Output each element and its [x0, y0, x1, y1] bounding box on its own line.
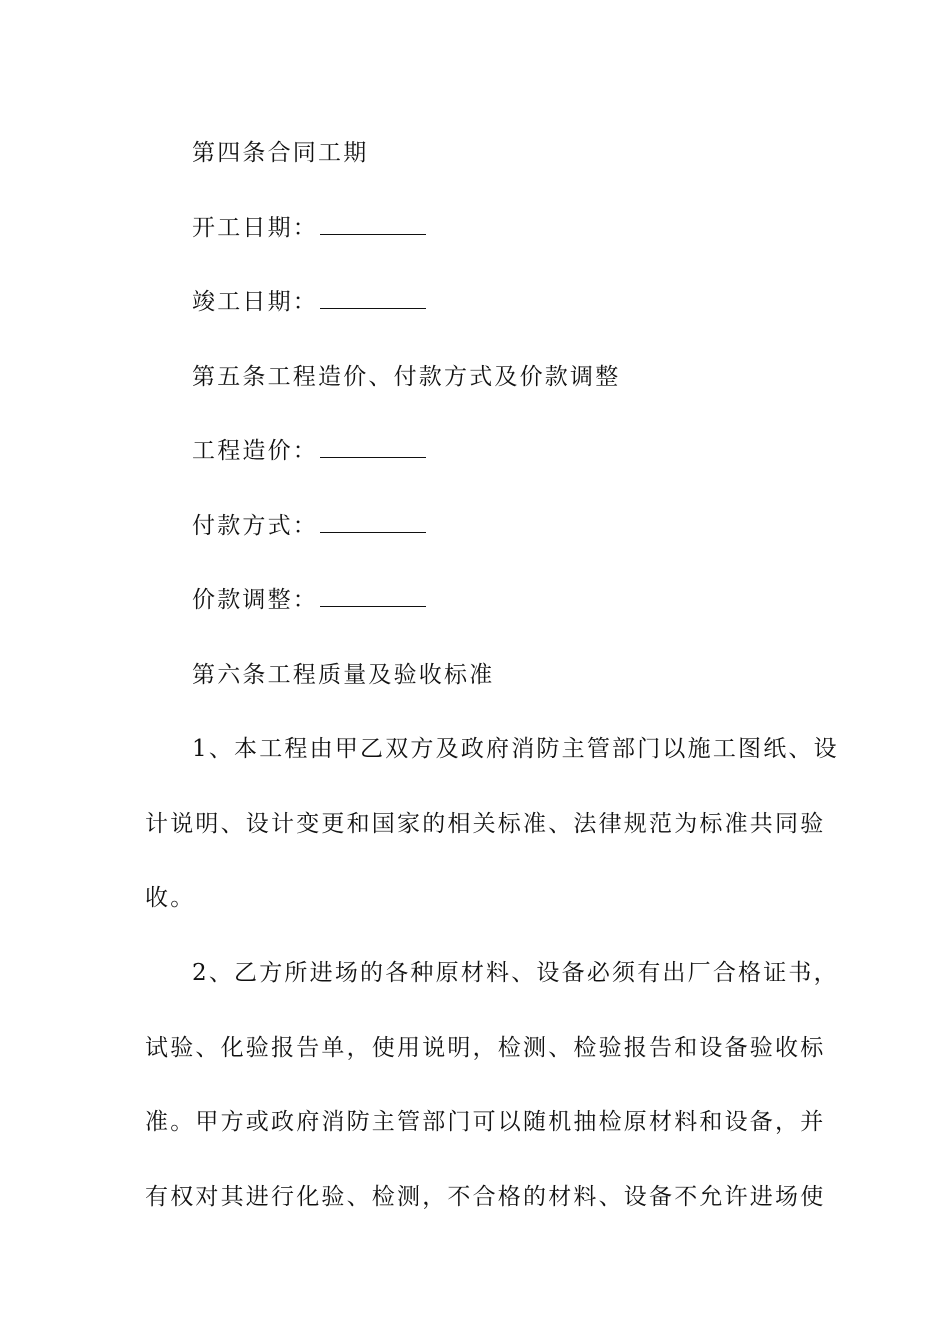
adjustment-blank — [320, 588, 426, 607]
adjustment-row — [192, 585, 426, 615]
item-2-line-3: 准。甲方或政府消防主管部门可以随机抽检原材料和设备，并 — [145, 1109, 826, 1135]
article-4-heading: 第四条合同工期 — [192, 140, 369, 166]
payment-row — [192, 511, 426, 541]
payment-label: 付款方式： — [192, 513, 318, 539]
cost-row — [192, 436, 426, 466]
cost-blank — [320, 439, 426, 458]
completion-date-row — [192, 287, 426, 317]
item-2-line-4: 有权对其进行化验、检测，不合格的材料、设备不允许进场使 — [145, 1184, 826, 1210]
start-date-blank — [320, 216, 426, 235]
cost-label: 工程造价： — [192, 438, 318, 464]
adjustment-label: 价款调整： — [192, 587, 318, 613]
completion-date-label: 竣工日期： — [192, 289, 318, 315]
article-6-heading: 第六条工程质量及验收标准 — [192, 662, 495, 688]
start-date-row — [192, 213, 426, 243]
item-1-line-1: 1、本工程由甲乙双方及政府消防主管部门以施工图纸、设 — [192, 736, 839, 762]
article-5-heading: 第五条工程造价、付款方式及价款调整 — [192, 364, 621, 390]
start-date-label: 开工日期： — [192, 215, 318, 241]
item-2-line-2: 试验、化验报告单，使用说明，检测、检验报告和设备验收标 — [145, 1035, 826, 1061]
item-1-line-2: 计说明、设计变更和国家的相关标准、法律规范为标准共同验 — [145, 811, 826, 837]
item-1-line-3: 收。 — [145, 885, 196, 911]
item-2-line-1: 2、乙方所进场的各种原材料、设备必须有出厂合格证书， — [192, 960, 839, 986]
payment-blank — [320, 514, 426, 533]
completion-date-blank — [320, 290, 426, 309]
